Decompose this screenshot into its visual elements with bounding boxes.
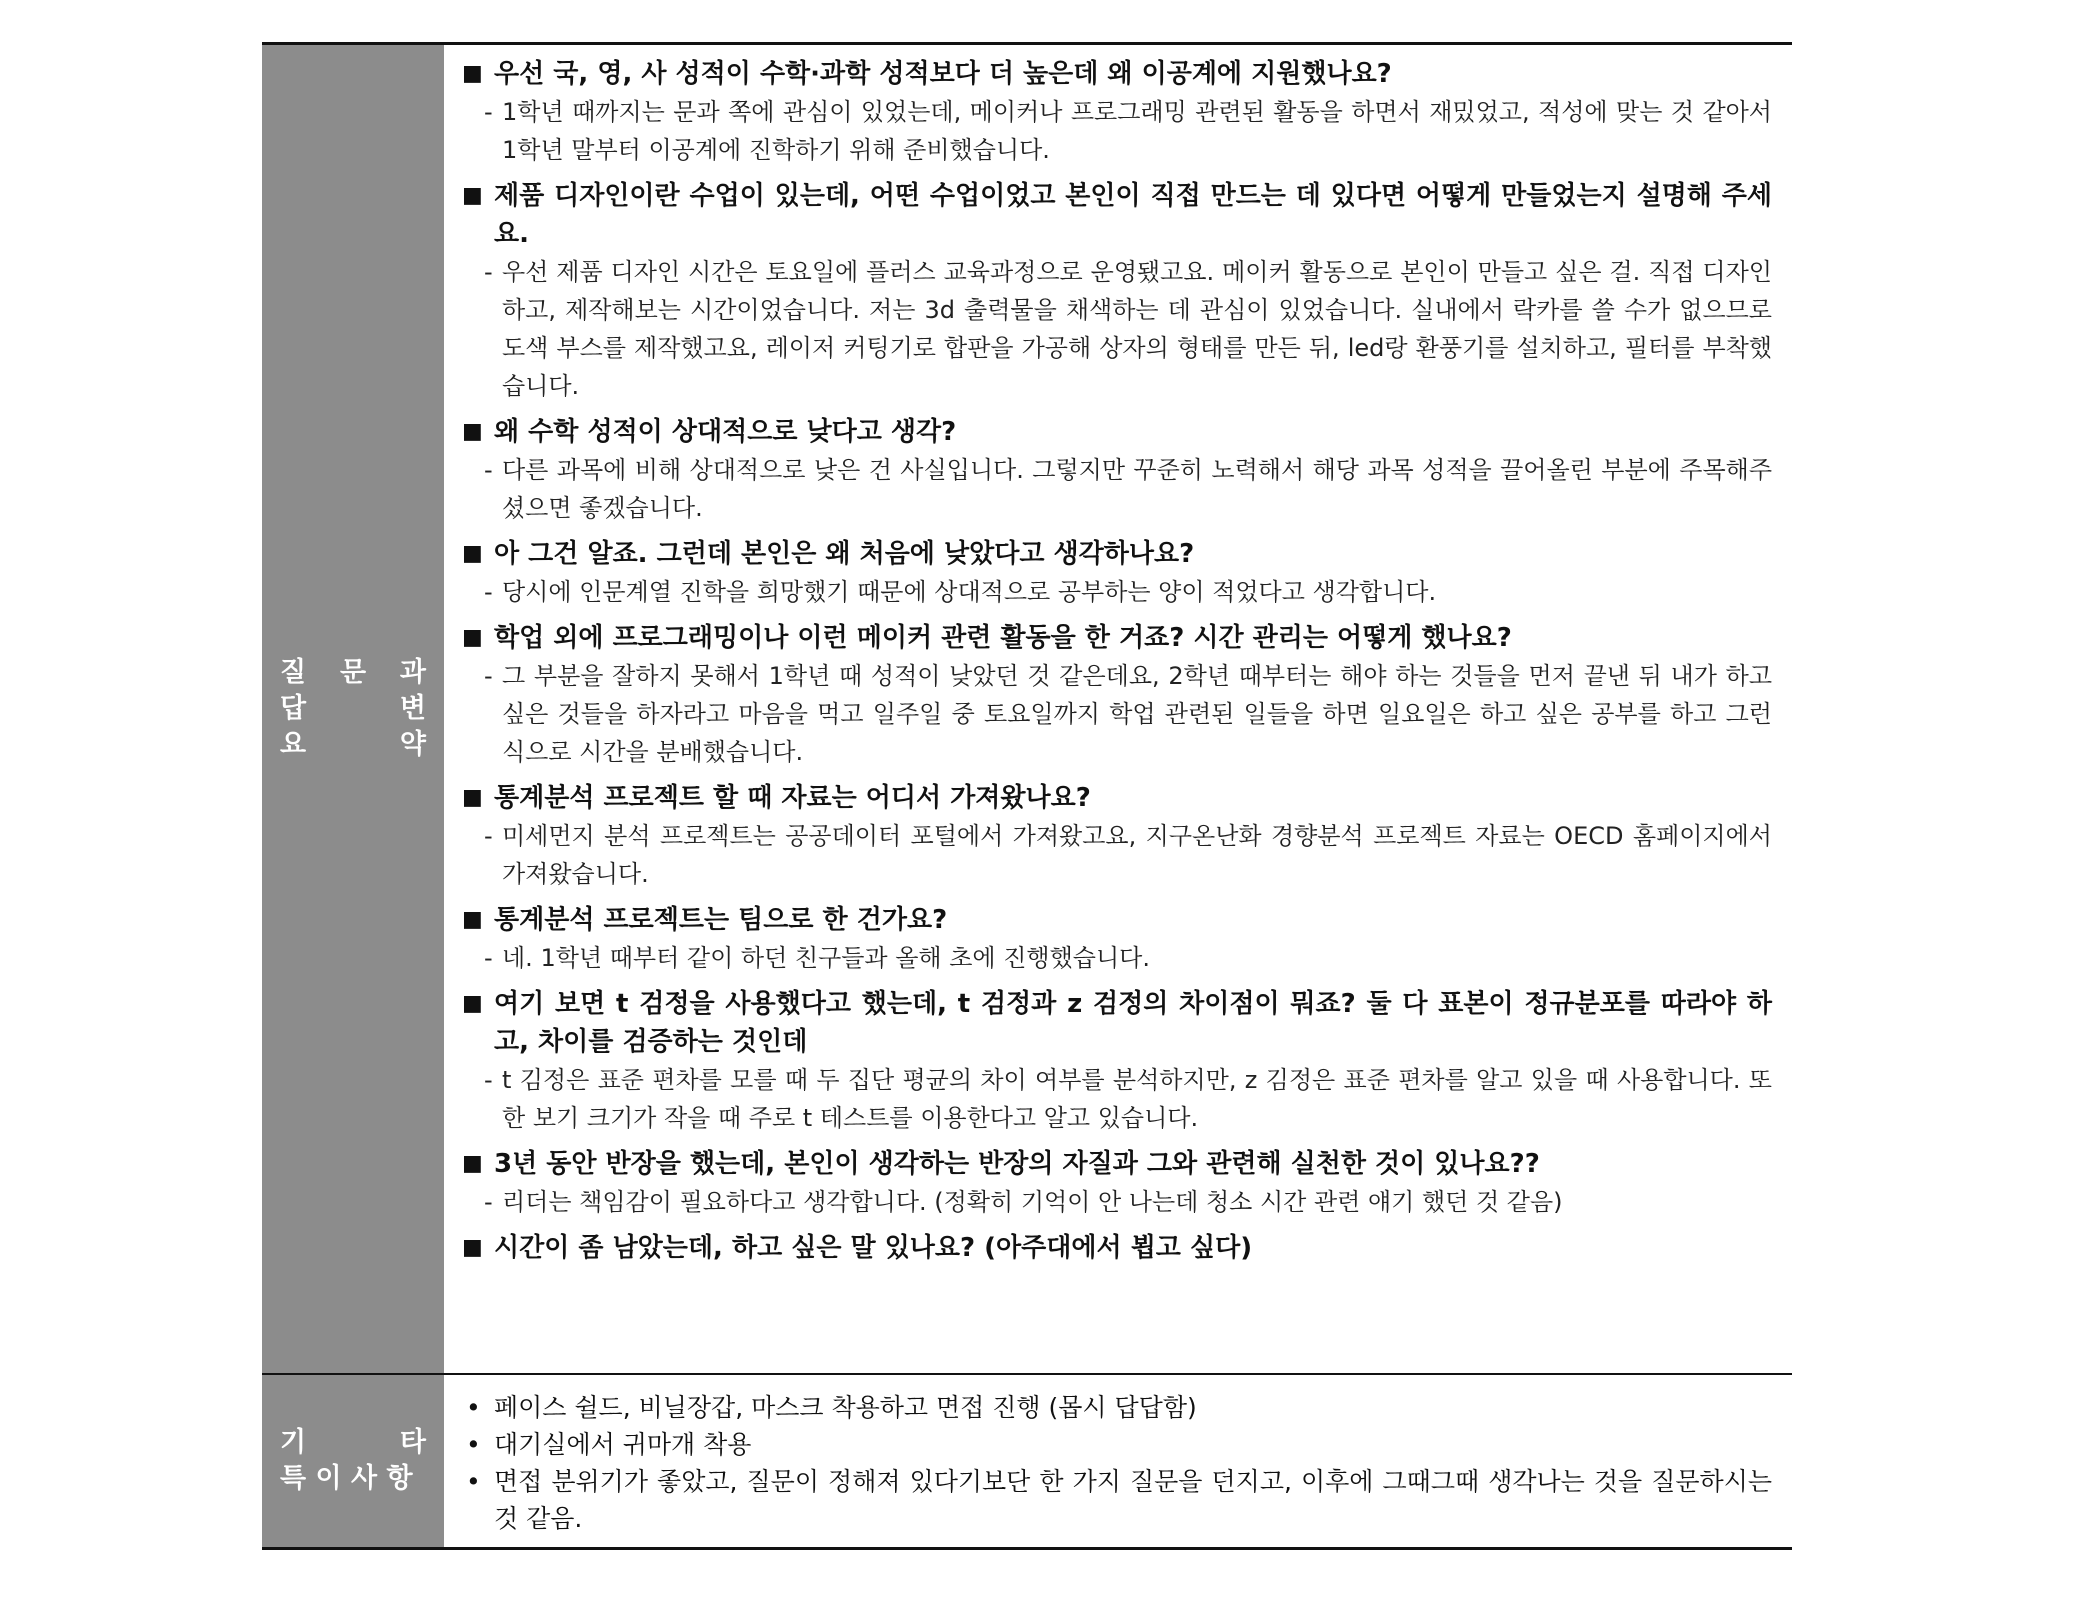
question-square-icon: ■ [462,419,483,444]
qa-label-cell [262,45,444,1373]
question-text: 여기 보면 t 검정을 사용했다고 했는데, t 검정과 z 검정의 차이점이 뭐죠? 둘 다 표본이 정규분포를 따라야 하고, 차이를 검증하는 것인데 [494,989,1772,1057]
question-text: 3년 동안 반장을 했는데, 본인이 생각하는 반장의 자질과 그와 관련해 실천한 것이 있나요?? [494,1149,1540,1179]
question-text: 제품 디자인이란 수업이 있는데, 어떤 수업이었고 본인이 직접 만드는 데 있다면 어떻게 만들었는지 설명해 주세요. [494,181,1772,249]
answer-dash-icon: - [484,1188,493,1216]
qa-item [462,779,1772,893]
qa-item [462,619,1772,771]
qa-label-char: 요 [280,729,307,760]
qa-label-char: 약 [399,729,426,760]
answer-dash-icon: - [484,456,493,484]
etc-bullet-item [462,1426,1772,1463]
qa-label-line-2 [280,691,426,727]
qa-item [462,1145,1772,1221]
etc-bullet-item [462,1389,1772,1426]
answer-dash-icon: - [484,944,493,972]
question-square-icon: ■ [462,183,483,208]
bullet-dot-icon: • [466,1430,481,1459]
answer-text: 네. 1학년 때부터 같이 하던 친구들과 올해 초에 진행했습니다. [502,944,1150,972]
answer-text: 다른 과목에 비해 상대적으로 낮은 건 사실입니다. 그렇지만 꾸준히 노력해서 해당 과목 성적을 끌어올린 부분에 주목해주셨으면 좋겠습니다. [502,456,1772,522]
etc-label-text: 특 이 사 항 [280,1463,413,1494]
question-square-icon: ■ [462,541,483,566]
question-text: 통계분석 프로젝트 할 때 자료는 어디서 가져왔나요? [494,783,1091,813]
answer-text: t 김정은 표준 편차를 모를 때 두 집단 평균의 차이 여부를 분석하지만, z 김정은 표준 편차를 알고 있을 때 사용합니다. 또한 보기 크기가 작을 때 주로 t 테스트를 이용한다고 알고 있습니다. [502,1066,1772,1132]
question-square-icon: ■ [462,1151,483,1176]
qa-content-cell [444,45,1792,1373]
question-square-icon: ■ [462,991,483,1016]
qa-label-line-3 [280,727,426,763]
etc-label-line-1 [280,1425,426,1461]
answer-text: 그 부분을 잘하지 못해서 1학년 때 성적이 낮았던 것 같은데요, 2학년 때부터는 해야 하는 것들을 먼저 끝낸 뒤 내가 하고 싶은 것들을 하자라고 마음을 먹고 일주일 중 토요일까지 학업 관련된 일들을 하면 일요일은 하고 싶은 공부를 하고 그런 식으로 시간을 분배했습니다. [502,662,1772,766]
etc-bullet-text: 면접 분위기가 좋았고, 질문이 정해져 있다기보단 한 가지 질문을 던지고, 이후에 그때그때 생각나는 것을 질문하시는 것 같음. [494,1467,1772,1533]
answer-text: 리더는 책임감이 필요하다고 생각합니다. (정확히 기억이 안 나는데 청소 시간 관련 얘기 했던 것 같음) [502,1188,1563,1216]
etc-row [262,1373,1792,1547]
question-text: 통계분석 프로젝트는 팀으로 한 건가요? [494,905,948,935]
qa-item [462,413,1772,527]
bullet-dot-icon: • [466,1467,481,1496]
etc-bullet-text: 페이스 쉴드, 비닐장갑, 마스크 착용하고 면접 진행 (몹시 답답함) [494,1393,1197,1422]
qa-item [462,55,1772,169]
qa-item [462,985,1772,1137]
etc-label-cell [262,1375,444,1547]
answer-dash-icon: - [484,578,493,606]
qa-label-char: 답 [280,693,307,724]
etc-content-cell [444,1375,1792,1547]
question-square-icon: ■ [462,625,483,650]
qa-item [462,177,1772,405]
answer-text: 1학년 때까지는 문과 쪽에 관심이 있었는데, 메이커나 프로그래밍 관련된 활동을 하면서 재밌었고, 적성에 맞는 것 같아서 1학년 말부터 이공계에 진학하기 위해 준비했습니다. [502,98,1772,164]
answer-text: 미세먼지 분석 프로젝트는 공공데이터 포털에서 가져왔고요, 지구온난화 경향분석 프로젝트 자료는 OECD 홈페이지에서 가져왔습니다. [502,822,1772,888]
qa-label-char: 변 [399,693,426,724]
qa-label-char: 문 [339,657,367,688]
etc-label-char: 기 [280,1427,307,1458]
question-text: 우선 국, 영, 사 성적이 수학·과학 성적보다 더 높은데 왜 이공계에 지원했나요? [494,59,1392,89]
question-square-icon: ■ [462,1235,483,1260]
question-text: 학업 외에 프로그래밍이나 이런 메이커 관련 활동을 한 거죠? 시간 관리는 어떻게 했나요? [494,623,1512,653]
qa-item [462,1229,1772,1267]
qa-row [262,45,1792,1373]
question-square-icon: ■ [462,907,483,932]
bullet-dot-icon: • [466,1393,481,1422]
qa-label-line-1 [280,655,426,691]
answer-text: 당시에 인문계열 진학을 희망했기 때문에 상대적으로 공부하는 양이 적었다고 생각합니다. [502,578,1437,606]
answer-text: 우선 제품 디자인 시간은 토요일에 플러스 교육과정으로 운영됐고요. 메이커 활동으로 본인이 만들고 싶은 걸. 직접 디자인하고, 제작해보는 시간이었습니다. 저는 3d 출력물을 채색하는 데 관심이 있었습니다. 실내에서 락카를 쓸 수가 없으므로 도색 부스를 제작했고요, 레이저 커팅기로 합판을 가공해 상자의 형태를 만든 뒤, led랑 환풍기를 설치하고, 필터를 부착했습니다. [502,258,1772,400]
etc-bullet-item [462,1463,1772,1537]
answer-dash-icon: - [484,1066,493,1094]
qa-item [462,901,1772,977]
question-text: 시간이 좀 남았는데, 하고 싶은 말 있나요? (아주대에서 뵙고 싶다) [494,1233,1253,1263]
answer-dash-icon: - [484,98,493,126]
answer-dash-icon: - [484,662,493,690]
etc-label-char: 타 [399,1427,426,1458]
answer-dash-icon: - [484,822,493,850]
qa-label-char: 과 [399,657,426,688]
qa-label-char: 질 [280,657,307,688]
etc-bullet-text: 대기실에서 귀마개 착용 [494,1430,752,1459]
etc-label-line-2 [280,1461,426,1497]
question-text: 아 그건 알죠. 그런데 본인은 왜 처음에 낮았다고 생각하나요? [494,539,1195,569]
question-square-icon: ■ [462,61,483,86]
answer-dash-icon: - [484,258,493,286]
question-text: 왜 수학 성적이 상대적으로 낮다고 생각? [494,417,957,447]
qa-item [462,535,1772,611]
question-square-icon: ■ [462,785,483,810]
interview-summary-table [262,42,1792,1550]
